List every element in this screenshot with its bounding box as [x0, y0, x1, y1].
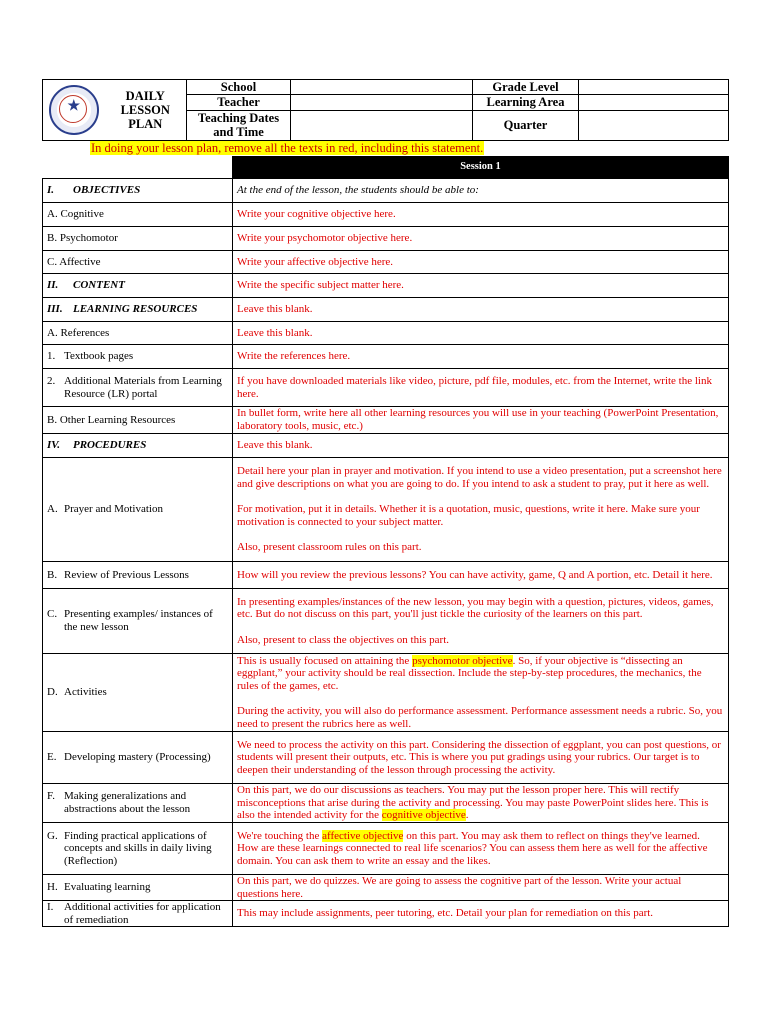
- row-label-text: Review of Previous Lessons: [64, 568, 189, 581]
- logo-cell: [43, 80, 105, 141]
- cognitive-label: A. Cognitive: [43, 203, 233, 227]
- paragraph: For motivation, put it in details. Whether it is a quotation, music, questions, write it here. Make sure your motivation is connected to your subject matter.: [237, 503, 700, 528]
- teaching-dates-field[interactable]: [291, 110, 473, 141]
- psychomotor-label: B. Psychomotor: [43, 227, 233, 251]
- text-run: .: [465, 809, 469, 822]
- quarter-label: Quarter: [473, 110, 579, 141]
- row-label-text: Evaluating learning: [64, 881, 151, 894]
- table-row: [43, 407, 729, 434]
- school-field[interactable]: [291, 80, 473, 95]
- developing-mastery-label: [43, 732, 233, 784]
- roman-numeral: II.: [47, 279, 59, 292]
- roman-numeral: IV.: [47, 439, 60, 452]
- school-label: School: [187, 80, 291, 95]
- table-row: [43, 345, 729, 369]
- row-label-text: Prayer and Motivation: [64, 503, 163, 516]
- activities-label: [43, 654, 233, 732]
- item-letter: C.: [47, 608, 58, 621]
- teacher-field[interactable]: [291, 95, 473, 110]
- highlighted-text: psychomotor objective: [412, 654, 513, 667]
- header-table: [42, 79, 729, 141]
- text-run: On this part, we do our discussions as teachers. You may put the lesson proper here. This will rectify misconceptions that arise during the activity and processing. You may paste PowerPoint slides here. This is also the intended activity for the: [237, 784, 709, 822]
- evaluating-learning-text[interactable]: On this part, we do quizzes. We are going to assess the cognitive part of the lesson. Write your actual questions here.: [233, 875, 729, 901]
- item-letter: D.: [47, 686, 58, 699]
- table-row: [43, 179, 729, 203]
- roman-numeral: III.: [47, 303, 63, 316]
- table-row: [43, 784, 729, 823]
- cognitive-text[interactable]: Write your cognitive objective here.: [233, 203, 729, 227]
- presenting-examples-text[interactable]: [233, 589, 729, 654]
- session-spacer: [43, 157, 233, 179]
- references-label: A. References: [43, 322, 233, 345]
- table-row: [43, 589, 729, 654]
- item-letter: G.: [47, 829, 58, 842]
- table-row: [43, 298, 729, 322]
- highlighted-text: affective objective: [322, 829, 404, 842]
- table-row: [43, 654, 729, 732]
- row-label-text: Additional activities for application of remediation: [64, 901, 221, 926]
- row-label-text: PROCEDURES: [73, 439, 147, 452]
- item-letter: E.: [47, 751, 57, 764]
- psychomotor-text[interactable]: Write your psychomotor objective here.: [233, 227, 729, 251]
- developing-mastery-text[interactable]: We need to process the activity on this part. Considering the dissection of eggplant, you can post questions, or students will present their outputs, etc. This is where you put gradings using your rubrics. Our target is to deepen their understanding of the lesson through processing the activity.: [233, 732, 729, 784]
- objectives-text[interactable]: At the end of the lesson, the students should be able to:: [233, 179, 729, 203]
- item-letter: A.: [47, 503, 58, 516]
- additional-activities-text[interactable]: This may include assignments, peer tutoring, etc. Detail your plan for remediation on this part.: [233, 901, 729, 927]
- references-text[interactable]: Leave this blank.: [233, 322, 729, 345]
- row-label-text: LEARNING RESOURCES: [73, 303, 198, 316]
- item-number: 2.: [47, 374, 56, 387]
- review-label: [43, 562, 233, 589]
- table-row: [43, 369, 729, 407]
- paragraph: In presenting examples/instances of the new lesson, you may begin with a question, pictures, videos, games, etc. But do not discuss on this part, you'll just tickle the curiosity of the learners on this part.: [237, 595, 714, 621]
- affective-label: C. Affective: [43, 251, 233, 274]
- row-label-text: Activities: [64, 686, 107, 699]
- row-label-text: Developing mastery (Processing): [64, 751, 211, 764]
- grade-level-label: Grade Level: [473, 80, 579, 95]
- paragraph: Also, present to class the objectives on this part.: [237, 633, 450, 646]
- item-letter: H.: [47, 881, 58, 894]
- table-row: [43, 823, 729, 875]
- prayer-motivation-label: [43, 458, 233, 562]
- text-run: on this part. You may ask them to reflect on things they've learned. How are these learnings connected to real life scenarios? You can assess them here as well for the affective domain. You can ask them to write an essay and the likes.: [237, 829, 708, 867]
- row-label-text: Presenting examples/ instances of the new lesson: [64, 608, 213, 633]
- grade-level-field[interactable]: [579, 80, 729, 95]
- additional-materials-label: [43, 369, 233, 407]
- roman-numeral: I.: [47, 184, 55, 197]
- table-row: [43, 322, 729, 345]
- text-run: We're touching the: [237, 829, 323, 842]
- highlighted-text: cognitive objective: [381, 809, 466, 822]
- header-title-text: DAILY LESSON PLAN: [120, 89, 170, 131]
- instruction-banner: In doing your lesson plan, remove all the texts in red, including this statement.: [91, 141, 484, 155]
- text-run: This is usually focused on attaining the: [237, 654, 413, 667]
- lesson-plan-table: [42, 156, 729, 927]
- paragraph: Detail here your plan in prayer and motivation. If you intend to use a video presentation, put a screenshot here and give descriptions on what you are going to do. If you intend to ask a student to pray, put it here as well.: [237, 465, 722, 491]
- procedures-text[interactable]: Leave this blank.: [233, 434, 729, 458]
- presenting-examples-label: [43, 589, 233, 654]
- other-resources-label: B. Other Learning Resources: [43, 407, 233, 434]
- table-row: [43, 274, 729, 298]
- quarter-field[interactable]: [579, 110, 729, 141]
- teacher-label: Teacher: [187, 95, 291, 110]
- row-label-text: OBJECTIVES: [73, 184, 141, 197]
- learning-area-label: Learning Area: [473, 95, 579, 110]
- deped-seal-icon: [49, 85, 99, 135]
- learning-area-field[interactable]: [579, 95, 729, 110]
- paragraph: During the activity, you will also do performance assessment. Performance assessment needs a rubric. So, you need to present the rubrics here as well.: [237, 705, 723, 730]
- table-row: [43, 875, 729, 901]
- additional-activities-label: [43, 901, 233, 927]
- paragraph: Also, present classroom rules on this part.: [237, 540, 422, 553]
- generalizations-text[interactable]: [233, 784, 729, 823]
- additional-materials-text[interactable]: If you have downloaded materials like video, picture, pdf file, modules, etc. from the Internet, write the link here.: [233, 369, 729, 407]
- header-title: [105, 80, 187, 141]
- text-run: . So, if your objective is “dissecting an eggplant,” your activity should be real dissection. Include the step-by-step procedures, the mechanics, the rules of the games, etc.: [237, 654, 702, 692]
- table-row: [43, 562, 729, 589]
- paragraph: [237, 655, 724, 693]
- item-number: 1.: [47, 350, 56, 363]
- learning-resources-text[interactable]: Leave this blank.: [233, 298, 729, 322]
- teaching-dates-label: Teaching Dates and Time: [187, 110, 291, 141]
- content-text[interactable]: Write the specific subject matter here.: [233, 274, 729, 298]
- item-letter: I.: [47, 901, 54, 914]
- row-label-text: CONTENT: [73, 279, 125, 292]
- procedures-label: [43, 434, 233, 458]
- table-row: [43, 203, 729, 227]
- table-row: [43, 251, 729, 274]
- table-row: [43, 227, 729, 251]
- table-row: [43, 732, 729, 784]
- objectives-label: [43, 179, 233, 203]
- table-row: [43, 901, 729, 927]
- textbook-pages-label: [43, 345, 233, 369]
- item-letter: B.: [47, 568, 58, 581]
- generalizations-label: [43, 784, 233, 823]
- row-label-text: Making generalizations and abstractions about the lesson: [64, 790, 191, 815]
- activities-text[interactable]: [233, 654, 729, 732]
- learning-resources-label: [43, 298, 233, 322]
- review-text[interactable]: How will you review the previous lessons? You can have activity, game, Q and A portion, etc. Detail it here.: [233, 562, 729, 589]
- row-label-text: Textbook pages: [64, 350, 134, 363]
- session-header: Session 1: [233, 157, 729, 179]
- row-label-text: Finding practical applications of concepts and skills in daily living (Reflection): [64, 829, 212, 867]
- item-letter: F.: [47, 790, 55, 803]
- practical-applications-label: [43, 823, 233, 875]
- table-row: [43, 458, 729, 562]
- prayer-motivation-text[interactable]: [233, 458, 729, 562]
- content-label: [43, 274, 233, 298]
- evaluating-learning-label: [43, 875, 233, 901]
- practical-applications-text[interactable]: [233, 823, 729, 875]
- other-resources-text[interactable]: In bullet form, write here all other learning resources you will use in your teaching (PowerPoint Presentation, laboratory tools, music, etc.): [233, 407, 729, 434]
- affective-text[interactable]: Write your affective objective here.: [233, 251, 729, 274]
- textbook-pages-text[interactable]: Write the references here.: [233, 345, 729, 369]
- row-label-text: Additional Materials from Learning Resource (LR) portal: [64, 374, 222, 400]
- table-row: [43, 434, 729, 458]
